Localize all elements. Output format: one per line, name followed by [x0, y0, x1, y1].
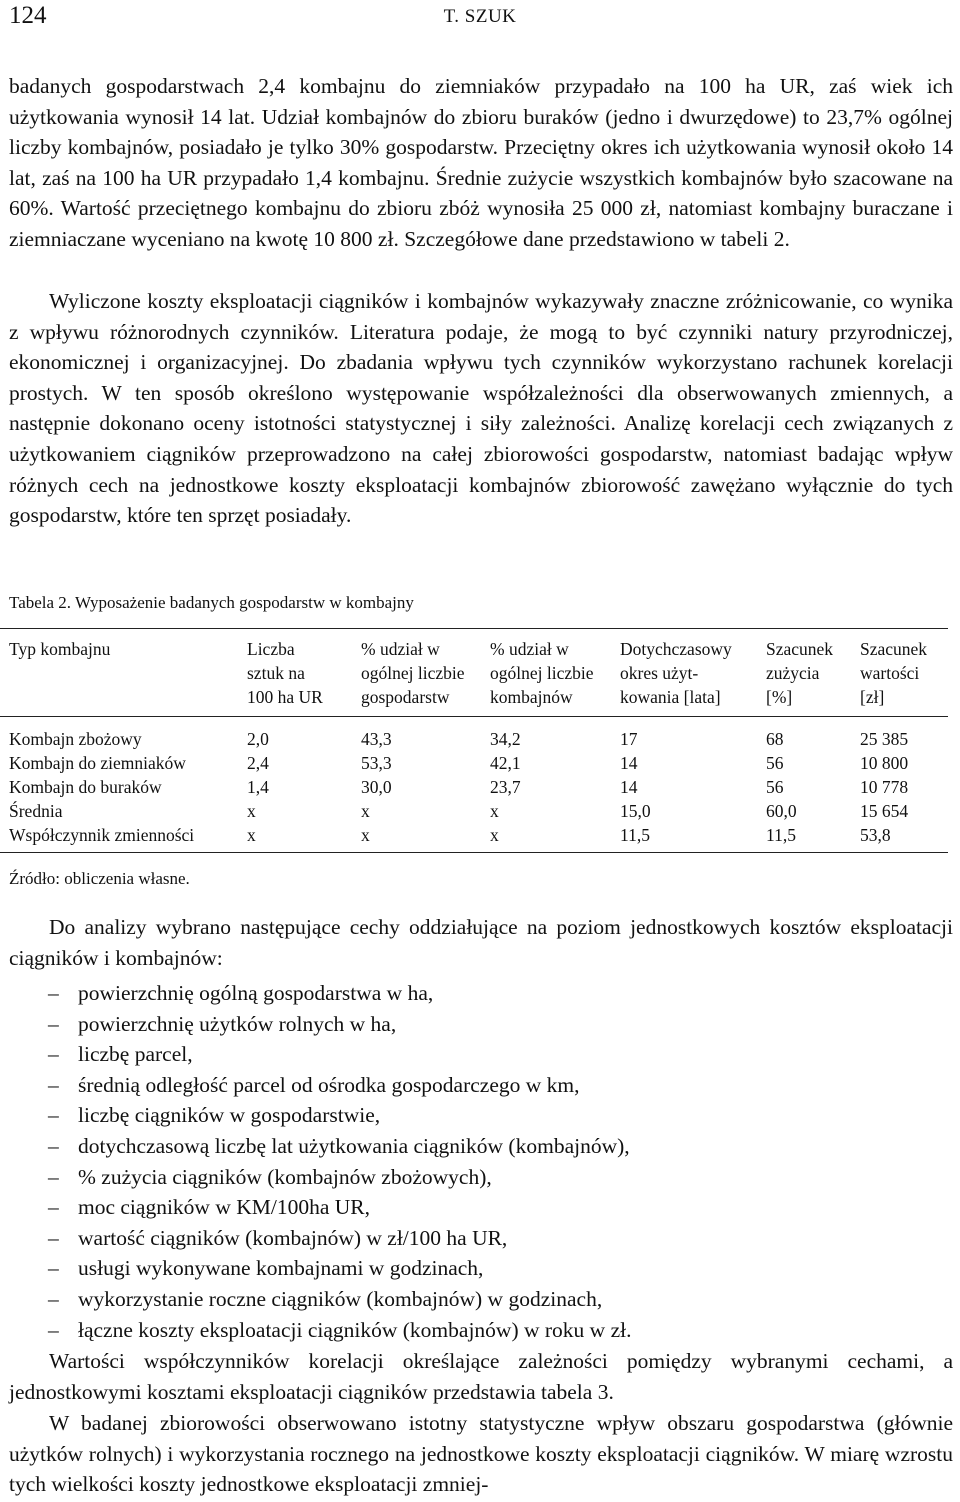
paragraph: W badanej zbiorowości obserwowano istotny statystyczne wpływ obszaru gospodarstwa (głównie użytków rolnych) i wykorzystania rocznego na jednostkowe koszty eksploatacji ciągników. W miarę wzrostu tych wielkości koszty jednostkowe eksploatacji zmniej- [9, 1411, 953, 1497]
column-header-count: Liczba sztuk na 100 ha UR [247, 639, 323, 707]
table-header [9, 637, 950, 709]
list-dash: – [48, 1042, 59, 1067]
list-dash: – [48, 981, 59, 1005]
list-dash: – [48, 1072, 59, 1097]
list-item: – średnią odległość parcel od ośrodka gospodarczego w km, [48, 1070, 631, 1101]
column-header-usage-period: Dotychczasowy okres użyt- kowania [lata] [620, 639, 732, 707]
column-header-value: Szacunek wartości [zł] [860, 639, 928, 707]
cell-combine-share: x [490, 801, 499, 821]
paragraph: Wyliczone koszty eksploatacji ciągników i kombajnów wykazywały znaczne zróżnicowanie, co wynika z wpływu różnorodnych czynników. Literatura podaje, że mogą to być czynniki natury przyrodniczej, ekonomicznej i organizacyjnej. Do zbadania wpływu tych czynników wykorzystano rachunek korelacji prostych. W ten sposób określono występowanie współzależności dla obserwowanych zmiennych, a następnie dokonano oceny istotności statystycznej i siły zależności. Analizę korelacji cech związanych z użytkowaniem ciągników przeprowadzono na całej zbiorowości gospodarstw, natomiast badając wpływ różnych cech na jednostkowe koszty eksploatacji kombajnów zbiorowość zawężano wyłącznie do tych gospodarstw, które ten sprzęt posiadały. [9, 289, 953, 528]
cell-value: 15 654 [860, 801, 909, 821]
cell-type: Współczynnik zmienności [9, 825, 195, 845]
table-body [9, 727, 950, 847]
list-dash: – [48, 1011, 59, 1036]
feature-list [48, 978, 631, 1345]
cell-wear: 11,5 [766, 825, 796, 845]
table-row [9, 727, 950, 751]
list-dash: – [48, 1286, 59, 1311]
list-dash: – [48, 1317, 59, 1342]
list-item: – wartość ciągników (kombajnów) w zł/100 ha UR, [48, 1223, 631, 1254]
page-header [0, 0, 960, 34]
list-item: – powierzchnię ogólną gospodarstwa w ha, [48, 978, 631, 1009]
list-dash: – [48, 1256, 59, 1281]
cell-usage-period: 17 [620, 729, 638, 749]
cell-farm-share: 30,0 [361, 777, 392, 797]
cell-count: x [247, 801, 256, 821]
table-row [9, 799, 950, 823]
list-item: – dotychczasową liczbę lat użytkowania ciągników (kombajnów), [48, 1131, 631, 1162]
cell-value: 53,8 [860, 825, 891, 845]
cell-wear: 56 [766, 777, 784, 797]
cell-value: 10 778 [860, 777, 909, 797]
cell-count: 2,4 [247, 753, 269, 773]
column-header-type: Typ kombajnu [9, 639, 111, 659]
cell-combine-share: 42,1 [490, 753, 521, 773]
cell-usage-period: 14 [620, 777, 638, 797]
table-row [9, 751, 950, 775]
cell-farm-share: 43,3 [361, 729, 392, 749]
list-dash: – [48, 1195, 59, 1220]
cell-combine-share: 34,2 [490, 729, 521, 749]
paragraph: Do analizy wybrano następujące cechy oddziałujące na poziom jednostkowych kosztów eksploatacji ciągników i kombajnów: [9, 915, 953, 970]
list-item: – moc ciągników w KM/100ha UR, [48, 1192, 631, 1223]
table-row [9, 775, 950, 799]
list-item: – powierzchnię użytków rolnych w ha, [48, 1009, 631, 1040]
cell-type: Kombajn do buraków [9, 777, 162, 797]
column-header-wear: Szacunek zużycia [%] [766, 639, 834, 707]
cell-wear: 56 [766, 753, 784, 773]
list-dash: – [48, 1164, 59, 1189]
list-item: – liczbę parcel, [48, 1039, 631, 1070]
cell-type: Średnia [9, 801, 63, 821]
column-header-combine-share: % udział w ogólnej liczbie kombajnów [490, 639, 594, 707]
cell-usage-period: 15,0 [620, 801, 651, 821]
list-item: – % zużycia ciągników (kombajnów zbożowych), [48, 1162, 631, 1193]
running-head: T. SZUK [443, 6, 517, 27]
table-source-note: Źródło: obliczenia własne. [9, 869, 190, 888]
table-top-rule [0, 628, 948, 629]
cell-wear: 60,0 [766, 801, 797, 821]
cell-count: 2,0 [247, 729, 269, 749]
cell-usage-period: 14 [620, 753, 638, 773]
cell-value: 25 385 [860, 729, 909, 749]
list-item: – wykorzystanie roczne ciągników (kombajnów) w godzinach, [48, 1284, 631, 1315]
list-item: – usługi wykonywane kombajnami w godzinach, [48, 1253, 631, 1284]
list-dash: – [48, 1103, 59, 1128]
cell-value: 10 800 [860, 753, 909, 773]
cell-count: x [247, 825, 256, 845]
cell-farm-share: x [361, 801, 370, 821]
paragraph: Wartości współczynników korelacji określające zależności pomiędzy wybranymi cechami, a jednostkowymi kosztami eksploatacji ciągników przedstawia tabela 3. [9, 1349, 953, 1404]
column-header-farm-share: % udział w ogólnej liczbie gospodarstw [361, 639, 465, 707]
list-dash: – [48, 1133, 59, 1158]
cell-wear: 68 [766, 729, 784, 749]
cell-farm-share: x [361, 825, 370, 845]
table-caption: Tabela 2. Wyposażenie badanych gospodarstw w kombajny [9, 593, 414, 612]
cell-farm-share: 53,3 [361, 753, 392, 773]
list-item: – łączne koszty eksploatacji ciągników (kombajnów) w roku w zł. [48, 1315, 631, 1346]
cell-type: Kombajn do ziemniaków [9, 753, 186, 773]
table-header-row [9, 637, 950, 709]
page-number: 124 [9, 2, 47, 29]
list-item: – liczbę ciągników w gospodarstwie, [48, 1100, 631, 1131]
paragraph: badanych gospodarstwach 2,4 kombajnu do ziemniaków przypadało na 100 ha UR, zaś wiek ich użytkowania wynosił 14 lat. Udział kombajnów do zbioru buraków (jedno i dwurzędowe) to 23,7% ogólnej liczby kombajnów, posiadało je tylko 30% gospodarstw. Przeciętny okres ich użytkowania wynosił około 14 lat, zaś na 100 ha UR przypadało 1,4 kombajnu. Średnie zużycie wszystkich kombajnów było szacowane na 60%. Wartość przeciętnego kombajnu do zbioru zbóż wynosiła 25 000 zł, natomiast kombajny buraczane i ziemniaczane wyceniano na kwotę 10 800 zł. Szczegółowe dane przedstawiono w tabeli 2. [9, 74, 953, 251]
table-row [9, 823, 950, 847]
cell-type: Kombajn zbożowy [9, 729, 142, 749]
cell-count: 1,4 [247, 777, 269, 797]
table-header-rule [0, 716, 948, 717]
list-dash: – [48, 1225, 59, 1250]
cell-combine-share: 23,7 [490, 777, 521, 797]
table-bottom-rule [0, 852, 948, 853]
cell-usage-period: 11,5 [620, 825, 650, 845]
cell-combine-share: x [490, 825, 499, 845]
